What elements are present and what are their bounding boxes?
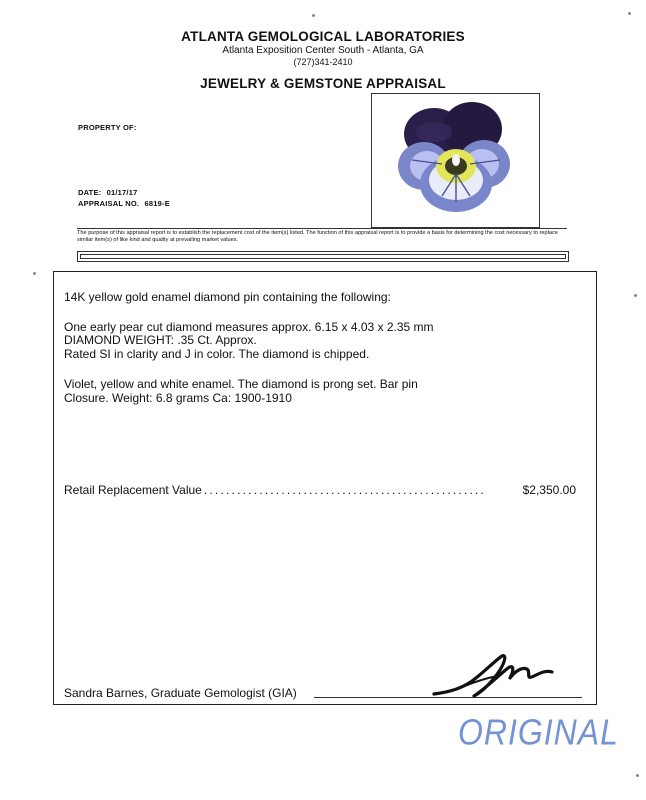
replacement-value-amount: $2,350.00 [522,483,576,497]
date-value: 01/17/17 [106,188,138,197]
lab-address: Atlanta Exposition Center South - Atlanta, GA [222,45,424,56]
scan-speck [636,774,639,777]
scan-speck [628,12,631,15]
appraisal-number-row [78,199,170,208]
scan-speck [312,14,315,17]
purpose-statement: The purpose of this appraisal report is to establish the replacement cost of the item(s) listed. The function of this appraisal report is to provide a basis for determining the cost necessary to replace similar item(s) of like kind and quality at prevailing market values. [77,228,567,244]
date-label: DATE: [78,188,102,197]
description-line-3: Rated SI in clarity and J in color. The diamond is chipped. [64,347,370,361]
date-row [78,188,137,197]
scan-speck [634,294,637,297]
description-line-5: Closure. Weight: 6.8 grams Ca: 1900-1910 [64,391,292,405]
description-line-1: One early pear cut diamond measures approx. 6.15 x 4.03 x 2.35 mm [64,320,434,334]
appraisal-number-value: 6819-E [144,199,170,208]
signer-name: Sandra Barnes, Graduate Gemologist (GIA) [64,686,297,700]
lab-phone: (727)341-2410 [293,57,353,67]
divider-bar [77,251,569,262]
description-line-2: DIAMOND WEIGHT: .35 Ct. Approx. [64,333,257,347]
item-photo [371,93,540,228]
appraisal-number-label: APPRAISAL NO. [78,199,140,208]
lab-name: ATLANTA GEMOLOGICAL LABORATORIES [181,29,465,44]
replacement-value-row [64,483,576,497]
property-of-label: PROPERTY OF: [78,123,137,132]
description-line-4: Violet, yellow and white enamel. The diamond is prong set. Bar pin [64,377,418,391]
handwritten-signature [430,648,560,700]
replacement-value-label: Retail Replacement Value [64,483,202,497]
pansy-pin-image [372,94,539,227]
document-title: JEWELRY & GEMSTONE APPRAISAL [200,76,446,91]
original-stamp: ORIGINAL [458,711,619,753]
scan-speck [33,272,36,275]
description-intro: 14K yellow gold enamel diamond pin containing the following: [64,290,391,304]
leader-dots: ................................................... [203,483,487,497]
